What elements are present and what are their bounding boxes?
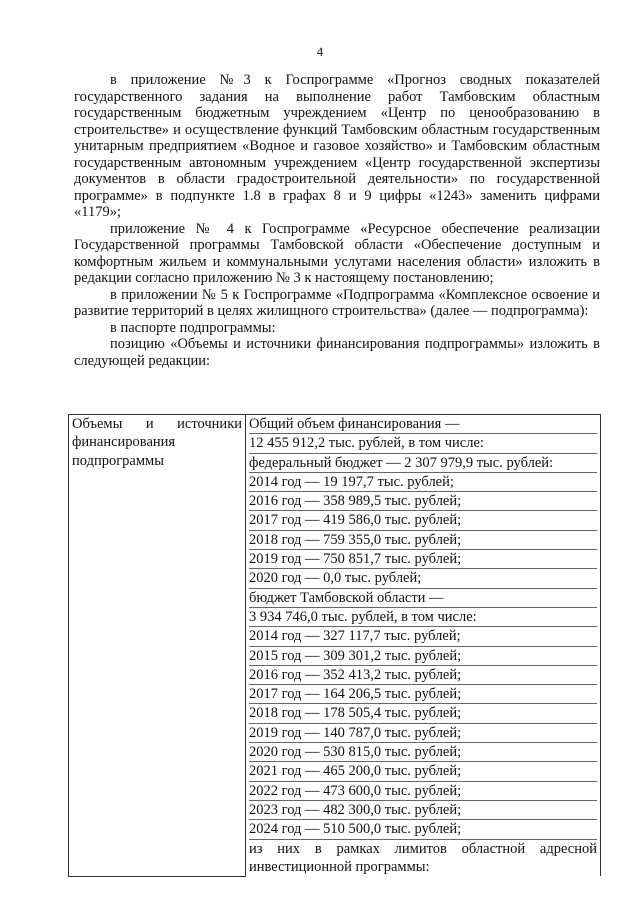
page-number: 4 bbox=[316, 44, 324, 59]
value-line: федеральный бюджет — 2 307 979,9 тыс. рублей: bbox=[249, 454, 597, 473]
value-line: 2018 год — 759 355,0 тыс. рублей; bbox=[249, 531, 597, 550]
value-line: 2022 год — 473 600,0 тыс. рублей; bbox=[249, 782, 597, 801]
value-line: 2016 год — 352 413,2 тыс. рублей; bbox=[249, 666, 597, 685]
table-row bbox=[69, 415, 601, 877]
value-line: Общий объем финансирования — bbox=[249, 415, 597, 434]
value-line: из них в рамках лимитов областной адресной инвестиционной программы: bbox=[249, 840, 597, 875]
value-line: 2014 год — 327 117,7 тыс. рублей; bbox=[249, 627, 597, 646]
value-line: 2019 год — 750 851,7 тыс. рублей; bbox=[249, 550, 597, 569]
value-line: 2017 год — 164 206,5 тыс. рублей; bbox=[249, 685, 597, 704]
paragraph-passport: в паспорте подпрограммы: bbox=[110, 319, 276, 336]
document-body bbox=[74, 72, 600, 369]
paragraph-appendix-5: в приложении № 5 к Госпрограмме «Подпрограмма «Комплексное освоение и развитие территорий в целях жилищного строительства» (далее — подпрограмма): bbox=[74, 286, 600, 319]
value-line: 2023 год — 482 300,0 тыс. рублей; bbox=[249, 801, 597, 820]
value-line: 2016 год — 358 989,5 тыс. рублей; bbox=[249, 492, 597, 511]
paragraph-appendix-3: в приложение №3 к Госпрограмме «Прогноз сводных показателей государственного задания на выполнение работ Тамбовским областным государственным бюджетным учреждением «Центр по ценообразованию в строительстве» и осуществление функций Тамбовским областным государственным унитарным предприятием «Водное и газовое хозяйство» и Тамбовским областным государственным автономным учреждением «Центр государственной экспертизы документов в области градостроительной деятельности» по государственной программе» в подпункте 1.8 в графах 8 и 9 цифры «1243» заменить цифрами «1179»; bbox=[74, 72, 600, 220]
value-line: 2014 год — 19 197,7 тыс. рублей; bbox=[249, 473, 597, 492]
value-line: 12 455 912,2 тыс. рублей, в том числе: bbox=[249, 434, 597, 453]
value-line: 3 934 746,0 тыс. рублей, в том числе: bbox=[249, 608, 597, 627]
financing-label-cell: Объемы и источники финансирования подпрограммы bbox=[69, 415, 246, 877]
value-line: 2020 год — 530 815,0 тыс. рублей; bbox=[249, 743, 597, 762]
financing-table bbox=[68, 414, 601, 877]
financing-values-cell bbox=[246, 415, 601, 877]
value-line: 2019 год — 140 787,0 тыс. рублей; bbox=[249, 724, 597, 743]
value-line: 2017 год — 419 586,0 тыс. рублей; bbox=[249, 511, 597, 530]
paragraph-position: позицию «Объемы и источники финансирования подпрограммы» изложить в следующей редакции: bbox=[74, 336, 600, 369]
value-line: 2021 год — 465 200,0 тыс. рублей; bbox=[249, 762, 597, 781]
value-line: 2020 год — 0,0 тыс. рублей; bbox=[249, 569, 597, 588]
value-line: 2024 год — 510 500,0 тыс. рублей; bbox=[249, 820, 597, 839]
paragraph-appendix-4: приложение № 4 к Госпрограмме «Ресурсное обеспечение реализации Государственной программы Тамбовской области «Обеспечение доступным и комфортным жильем и коммунальными услугами населения области» изложить в редакции согласно приложению № 3 к настоящему постановлению; bbox=[74, 220, 600, 286]
value-line: 2018 год — 178 505,4 тыс. рублей; bbox=[249, 704, 597, 723]
value-line: бюджет Тамбовской области — bbox=[249, 589, 597, 608]
value-line: 2015 год — 309 301,2 тыс. рублей; bbox=[249, 647, 597, 666]
